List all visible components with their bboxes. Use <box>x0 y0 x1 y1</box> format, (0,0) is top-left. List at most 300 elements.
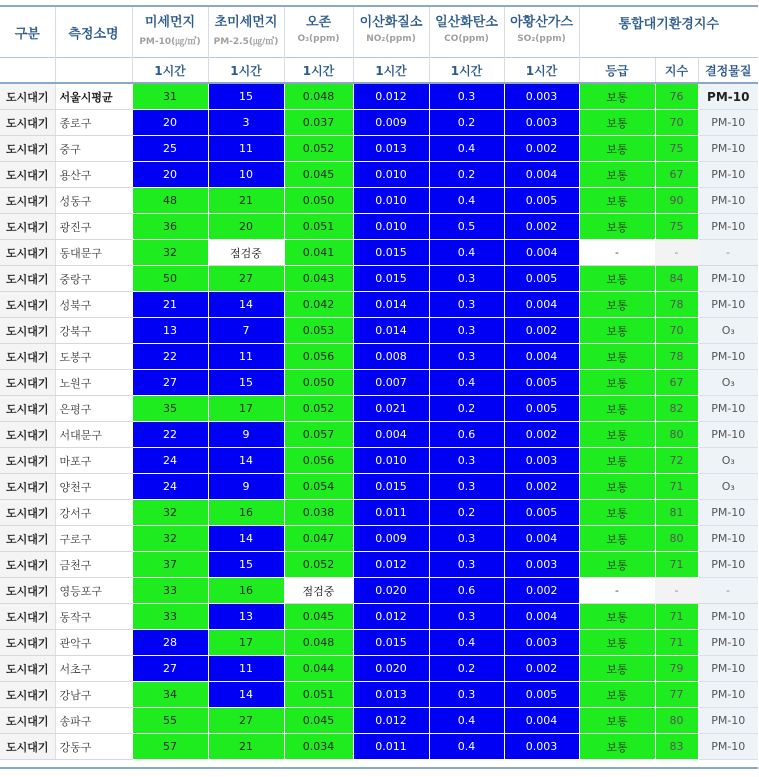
value-co: 0.3 <box>429 474 504 500</box>
value-co: 0.4 <box>429 630 504 656</box>
value-o3: 0.043 <box>284 266 353 292</box>
table-row <box>0 188 758 214</box>
value-so2: 0.003 <box>504 552 579 578</box>
value-o3: 0.045 <box>284 604 353 630</box>
index-grade: 보통 <box>579 552 655 578</box>
table-row <box>0 136 758 162</box>
value-co: 0.3 <box>429 83 504 110</box>
value-pm10: 24 <box>132 474 208 500</box>
value-pm25: 16 <box>208 500 284 526</box>
table-row <box>0 214 758 240</box>
index-value: 75 <box>655 214 698 240</box>
index-material: PM-10 <box>698 526 758 552</box>
index-grade: 보통 <box>579 708 655 734</box>
index-grade: 보통 <box>579 734 655 760</box>
index-value: 75 <box>655 136 698 162</box>
category-cell: 도시대기 <box>0 682 55 708</box>
station-name: 동대문구 <box>55 240 132 266</box>
index-value: 80 <box>655 422 698 448</box>
index-value: 72 <box>655 448 698 474</box>
index-material: PM-10 <box>698 162 758 188</box>
station-name: 금천구 <box>55 552 132 578</box>
value-o3: 0.048 <box>284 83 353 110</box>
station-name: 성동구 <box>55 188 132 214</box>
value-pm25: 11 <box>208 136 284 162</box>
value-pm10: 25 <box>132 136 208 162</box>
table-row <box>0 630 758 656</box>
table-row <box>0 240 758 266</box>
value-pm25: 17 <box>208 630 284 656</box>
value-so2: 0.003 <box>504 110 579 136</box>
category-cell: 도시대기 <box>0 526 55 552</box>
index-value: - <box>655 240 698 266</box>
header-pm10: 미세먼지 <box>132 6 208 34</box>
value-pm25: 27 <box>208 708 284 734</box>
category-cell: 도시대기 <box>0 578 55 604</box>
index-material: - <box>698 578 758 604</box>
value-o3: 0.034 <box>284 734 353 760</box>
station-name: 종로구 <box>55 110 132 136</box>
category-cell: 도시대기 <box>0 292 55 318</box>
value-co: 0.6 <box>429 422 504 448</box>
index-grade: 보통 <box>579 682 655 708</box>
value-pm10: 55 <box>132 708 208 734</box>
value-pm10: 22 <box>132 344 208 370</box>
index-material: PM-10 <box>698 422 758 448</box>
index-material: PM-10 <box>698 708 758 734</box>
unit-co: CO(ppm) <box>429 34 504 58</box>
value-pm10: 27 <box>132 370 208 396</box>
value-o3: 0.053 <box>284 318 353 344</box>
value-no2: 0.010 <box>353 188 429 214</box>
value-pm10: 13 <box>132 318 208 344</box>
category-cell: 도시대기 <box>0 110 55 136</box>
value-pm25: 14 <box>208 292 284 318</box>
index-value: 79 <box>655 656 698 682</box>
value-no2: 0.021 <box>353 396 429 422</box>
value-co: 0.4 <box>429 708 504 734</box>
value-o3: 0.050 <box>284 188 353 214</box>
category-cell: 도시대기 <box>0 240 55 266</box>
value-no2: 0.020 <box>353 578 429 604</box>
index-value: 82 <box>655 396 698 422</box>
index-material: PM-10 <box>698 604 758 630</box>
value-pm10: 35 <box>132 396 208 422</box>
index-value: 80 <box>655 708 698 734</box>
value-no2: 0.009 <box>353 110 429 136</box>
index-grade: 보통 <box>579 344 655 370</box>
header-o3: 오존 <box>284 6 353 34</box>
value-o3: 0.052 <box>284 136 353 162</box>
category-cell: 도시대기 <box>0 344 55 370</box>
table-row <box>0 682 758 708</box>
category-cell: 도시대기 <box>0 318 55 344</box>
value-pm25: 15 <box>208 83 284 110</box>
period-no2: 1시간 <box>353 58 429 84</box>
value-pm10: 37 <box>132 552 208 578</box>
index-grade: 보통 <box>579 83 655 110</box>
index-grade: 보통 <box>579 396 655 422</box>
index-grade: 보통 <box>579 188 655 214</box>
header-index-group: 통합대기환경지수 <box>579 6 758 58</box>
index-grade: 보통 <box>579 474 655 500</box>
value-o3: 0.056 <box>284 344 353 370</box>
value-so2: 0.005 <box>504 188 579 214</box>
station-name: 노원구 <box>55 370 132 396</box>
value-no2: 0.013 <box>353 136 429 162</box>
category-cell: 도시대기 <box>0 396 55 422</box>
index-material: PM-10 <box>698 266 758 292</box>
value-pm10: 32 <box>132 500 208 526</box>
station-name: 양천구 <box>55 474 132 500</box>
station-name: 서대문구 <box>55 422 132 448</box>
index-material: - <box>698 240 758 266</box>
index-material: PM-10 <box>698 630 758 656</box>
station-name: 서울시평균 <box>55 83 132 110</box>
value-co: 0.4 <box>429 136 504 162</box>
station-name: 강남구 <box>55 682 132 708</box>
index-value: 83 <box>655 734 698 760</box>
value-so2: 0.004 <box>504 708 579 734</box>
station-name: 은평구 <box>55 396 132 422</box>
value-co: 0.4 <box>429 734 504 760</box>
value-o3: 0.038 <box>284 500 353 526</box>
table-row <box>0 526 758 552</box>
value-no2: 0.008 <box>353 344 429 370</box>
period-pm10: 1시간 <box>132 58 208 84</box>
value-co: 0.2 <box>429 396 504 422</box>
index-value: 81 <box>655 500 698 526</box>
value-o3: 0.056 <box>284 448 353 474</box>
value-pm10: 20 <box>132 162 208 188</box>
value-o3: 0.054 <box>284 474 353 500</box>
value-pm25: 17 <box>208 396 284 422</box>
index-grade: 보통 <box>579 500 655 526</box>
value-pm10: 36 <box>132 214 208 240</box>
value-o3: 0.045 <box>284 708 353 734</box>
index-material: PM-10 <box>698 396 758 422</box>
table-bottom-rule <box>0 767 758 769</box>
value-no2: 0.004 <box>353 422 429 448</box>
unit-o3: O₃(ppm) <box>284 34 353 58</box>
category-cell: 도시대기 <box>0 474 55 500</box>
index-value: 84 <box>655 266 698 292</box>
station-name: 동작구 <box>55 604 132 630</box>
value-co: 0.2 <box>429 656 504 682</box>
value-so2: 0.004 <box>504 344 579 370</box>
value-pm10: 27 <box>132 656 208 682</box>
table-row <box>0 500 758 526</box>
value-o3: 0.044 <box>284 656 353 682</box>
index-value: 80 <box>655 526 698 552</box>
index-value: 71 <box>655 630 698 656</box>
category-cell: 도시대기 <box>0 422 55 448</box>
value-pm10: 32 <box>132 240 208 266</box>
value-pm25: 21 <box>208 188 284 214</box>
header-pm25: 초미세먼지 <box>208 6 284 34</box>
value-pm10: 31 <box>132 83 208 110</box>
value-pm25: 11 <box>208 344 284 370</box>
value-no2: 0.010 <box>353 214 429 240</box>
value-so2: 0.002 <box>504 214 579 240</box>
value-no2: 0.012 <box>353 604 429 630</box>
value-pm25: 16 <box>208 578 284 604</box>
value-no2: 0.015 <box>353 630 429 656</box>
table-row <box>0 110 758 136</box>
category-cell: 도시대기 <box>0 266 55 292</box>
index-value: 77 <box>655 682 698 708</box>
value-no2: 0.012 <box>353 552 429 578</box>
index-grade: 보통 <box>579 214 655 240</box>
index-value-header: 지수 <box>655 58 698 84</box>
value-no2: 0.009 <box>353 526 429 552</box>
unit-so2: SO₂(ppm) <box>504 34 579 58</box>
table-row <box>0 708 758 734</box>
category-cell: 도시대기 <box>0 604 55 630</box>
value-co: 0.3 <box>429 604 504 630</box>
value-no2: 0.007 <box>353 370 429 396</box>
value-so2: 0.004 <box>504 526 579 552</box>
period-spacer-category <box>0 58 55 84</box>
value-pm10: 28 <box>132 630 208 656</box>
value-so2: 0.005 <box>504 500 579 526</box>
index-grade: 보통 <box>579 604 655 630</box>
category-cell: 도시대기 <box>0 708 55 734</box>
station-name: 용산구 <box>55 162 132 188</box>
value-co: 0.3 <box>429 448 504 474</box>
table-row <box>0 370 758 396</box>
index-grade: - <box>579 578 655 604</box>
index-grade: 보통 <box>579 656 655 682</box>
value-co: 0.6 <box>429 578 504 604</box>
station-name: 관악구 <box>55 630 132 656</box>
index-grade: 보통 <box>579 266 655 292</box>
index-material: PM-10 <box>698 682 758 708</box>
header-station: 측정소명 <box>55 6 132 58</box>
value-pm25: 9 <box>208 474 284 500</box>
station-name: 송파구 <box>55 708 132 734</box>
value-o3: 0.051 <box>284 214 353 240</box>
unit-pm10: PM-10(㎍/㎥) <box>132 34 208 58</box>
value-no2: 0.015 <box>353 266 429 292</box>
category-cell: 도시대기 <box>0 656 55 682</box>
index-material: PM-10 <box>698 110 758 136</box>
value-o3: 0.050 <box>284 370 353 396</box>
index-material: PM-10 <box>698 656 758 682</box>
index-value: 78 <box>655 292 698 318</box>
station-name: 중구 <box>55 136 132 162</box>
value-co: 0.4 <box>429 188 504 214</box>
value-so2: 0.003 <box>504 734 579 760</box>
index-value: 76 <box>655 83 698 110</box>
index-material: PM-10 <box>698 136 758 162</box>
index-material: PM-10 <box>698 344 758 370</box>
value-o3: 0.045 <box>284 162 353 188</box>
value-pm25: 13 <box>208 604 284 630</box>
period-o3: 1시간 <box>284 58 353 84</box>
index-grade: 보통 <box>579 136 655 162</box>
category-cell: 도시대기 <box>0 370 55 396</box>
value-pm25: 20 <box>208 214 284 240</box>
index-material: O₃ <box>698 370 758 396</box>
value-pm25: 11 <box>208 656 284 682</box>
unit-no2: NO₂(ppm) <box>353 34 429 58</box>
value-pm10: 20 <box>132 110 208 136</box>
index-grade: 보통 <box>579 422 655 448</box>
value-co: 0.4 <box>429 370 504 396</box>
value-no2: 0.015 <box>353 240 429 266</box>
index-material-header: 결정물질 <box>698 58 758 84</box>
value-pm25: 27 <box>208 266 284 292</box>
category-cell: 도시대기 <box>0 500 55 526</box>
index-grade: 보통 <box>579 292 655 318</box>
index-value: 71 <box>655 552 698 578</box>
index-material: PM-10 <box>698 214 758 240</box>
value-pm10: 33 <box>132 578 208 604</box>
header-so2: 아황산가스 <box>504 6 579 34</box>
value-o3: 0.057 <box>284 422 353 448</box>
value-pm25: 14 <box>208 526 284 552</box>
category-cell: 도시대기 <box>0 734 55 760</box>
table-row <box>0 422 758 448</box>
station-name: 영등포구 <box>55 578 132 604</box>
value-pm10: 21 <box>132 292 208 318</box>
index-grade: 보통 <box>579 110 655 136</box>
table-row <box>0 83 758 110</box>
value-co: 0.3 <box>429 292 504 318</box>
value-pm25: 14 <box>208 682 284 708</box>
table-row <box>0 344 758 370</box>
value-o3: 0.048 <box>284 630 353 656</box>
station-name: 구로구 <box>55 526 132 552</box>
value-so2: 0.005 <box>504 396 579 422</box>
value-o3: 0.042 <box>284 292 353 318</box>
value-so2: 0.002 <box>504 656 579 682</box>
value-o3: 점검중 <box>284 578 353 604</box>
table-row <box>0 448 758 474</box>
value-so2: 0.005 <box>504 682 579 708</box>
index-material: O₃ <box>698 318 758 344</box>
index-grade: 보통 <box>579 630 655 656</box>
station-name: 강북구 <box>55 318 132 344</box>
header-co: 일산화탄소 <box>429 6 504 34</box>
value-so2: 0.005 <box>504 266 579 292</box>
table-row <box>0 266 758 292</box>
value-no2: 0.013 <box>353 682 429 708</box>
value-pm25: 14 <box>208 448 284 474</box>
station-name: 도봉구 <box>55 344 132 370</box>
index-material: PM-10 <box>698 292 758 318</box>
value-pm10: 48 <box>132 188 208 214</box>
table-row <box>0 318 758 344</box>
period-so2: 1시간 <box>504 58 579 84</box>
value-co: 0.3 <box>429 318 504 344</box>
value-o3: 0.041 <box>284 240 353 266</box>
value-no2: 0.020 <box>353 656 429 682</box>
table-row <box>0 604 758 630</box>
value-no2: 0.010 <box>353 162 429 188</box>
value-co: 0.4 <box>429 240 504 266</box>
category-cell: 도시대기 <box>0 552 55 578</box>
value-pm25: 3 <box>208 110 284 136</box>
value-so2: 0.004 <box>504 240 579 266</box>
value-pm25: 9 <box>208 422 284 448</box>
station-name: 마포구 <box>55 448 132 474</box>
value-so2: 0.004 <box>504 604 579 630</box>
value-so2: 0.004 <box>504 162 579 188</box>
value-co: 0.2 <box>429 500 504 526</box>
value-so2: 0.002 <box>504 578 579 604</box>
value-pm25: 15 <box>208 370 284 396</box>
header-category: 구분 <box>0 6 55 58</box>
index-material: PM-10 <box>698 552 758 578</box>
value-o3: 0.051 <box>284 682 353 708</box>
table-row <box>0 292 758 318</box>
table-row <box>0 734 758 760</box>
station-name: 성북구 <box>55 292 132 318</box>
value-no2: 0.014 <box>353 292 429 318</box>
category-cell: 도시대기 <box>0 188 55 214</box>
unit-pm25: PM-2.5(㎍/㎥) <box>208 34 284 58</box>
value-co: 0.3 <box>429 526 504 552</box>
value-co: 0.3 <box>429 682 504 708</box>
index-material: PM-10 <box>698 734 758 760</box>
period-co: 1시간 <box>429 58 504 84</box>
table-row <box>0 162 758 188</box>
index-value: 70 <box>655 110 698 136</box>
index-value: 70 <box>655 318 698 344</box>
category-cell: 도시대기 <box>0 214 55 240</box>
air-quality-table <box>0 5 758 760</box>
index-grade: 보통 <box>579 162 655 188</box>
value-pm10: 24 <box>132 448 208 474</box>
value-co: 0.3 <box>429 344 504 370</box>
value-o3: 0.037 <box>284 110 353 136</box>
period-pm25: 1시간 <box>208 58 284 84</box>
station-name: 강동구 <box>55 734 132 760</box>
category-cell: 도시대기 <box>0 162 55 188</box>
category-cell: 도시대기 <box>0 83 55 110</box>
value-no2: 0.010 <box>353 448 429 474</box>
index-material: O₃ <box>698 474 758 500</box>
header-no2: 이산화질소 <box>353 6 429 34</box>
value-pm25: 21 <box>208 734 284 760</box>
value-pm25: 15 <box>208 552 284 578</box>
station-name: 광진구 <box>55 214 132 240</box>
index-grade: 보통 <box>579 318 655 344</box>
value-so2: 0.002 <box>504 474 579 500</box>
index-value: 71 <box>655 604 698 630</box>
value-pm25: 점검중 <box>208 240 284 266</box>
index-grade: 보통 <box>579 370 655 396</box>
value-pm10: 22 <box>132 422 208 448</box>
index-grade: 보통 <box>579 448 655 474</box>
value-pm10: 50 <box>132 266 208 292</box>
value-pm10: 34 <box>132 682 208 708</box>
station-name: 서초구 <box>55 656 132 682</box>
value-no2: 0.014 <box>353 318 429 344</box>
value-so2: 0.004 <box>504 292 579 318</box>
station-name: 강서구 <box>55 500 132 526</box>
value-no2: 0.011 <box>353 500 429 526</box>
value-pm25: 10 <box>208 162 284 188</box>
category-cell: 도시대기 <box>0 630 55 656</box>
value-pm10: 57 <box>132 734 208 760</box>
value-no2: 0.012 <box>353 708 429 734</box>
value-pm10: 33 <box>132 604 208 630</box>
value-co: 0.5 <box>429 214 504 240</box>
index-value: - <box>655 578 698 604</box>
